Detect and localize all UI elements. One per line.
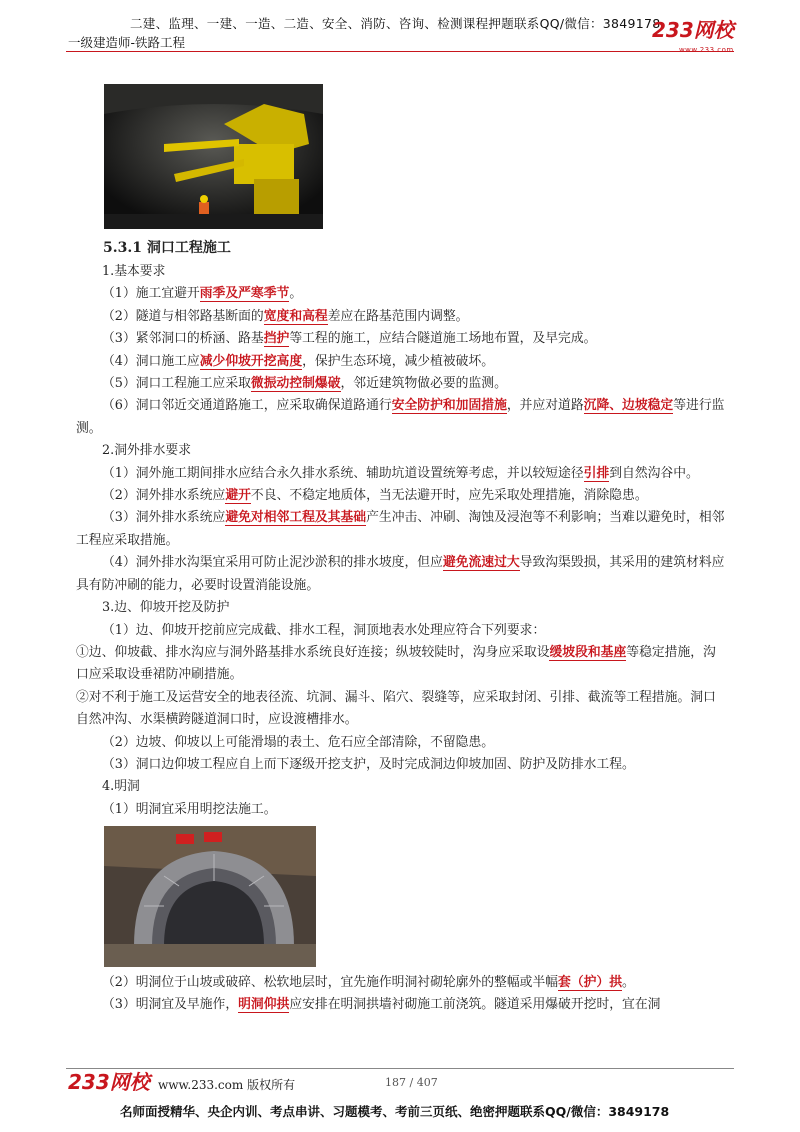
tunnel-drilling-illustration [104,84,323,229]
paragraph-text: （4）洞口施工应 [102,353,200,369]
paragraph [76,328,726,350]
open-cut-tunnel-illustration [104,826,316,967]
paragraph-text: 差应在路基范围内调整。 [327,308,469,324]
paragraph [76,552,726,597]
highlighted-term: 避免流速过大 [442,555,520,571]
header-divider [66,51,734,52]
content-block-1 [76,261,726,821]
header-logo [652,20,734,60]
paragraph-text: 等进行监测。 [76,398,725,436]
paragraph-text: （1）边、仰坡开挖前应完成截、排水工程，洞顶地表水处理应符合下列要求： [102,622,546,638]
paragraph [76,994,726,1016]
highlighted-term: 明洞仰拱 [238,997,290,1013]
section-title: 5.3.1 洞口工程施工 [103,240,231,256]
paragraph [76,395,726,440]
paragraph-text: 4.明洞 [102,779,140,795]
header-promo-text: 二建、监理、一建、一造、二造、安全、消防、咨询、检测课程押题联系QQ/微信：3849178 [130,16,661,31]
paragraph-text: （2）隧道与相邻路基断面的 [102,308,264,324]
paragraph-text: （3）洞口边仰坡工程应自上而下逐级开挖支护，及时完成洞边仰坡加固、防护及防排水工程。 [102,756,635,772]
paragraph-text: 2.洞外排水要求 [102,443,191,459]
paragraph [76,463,726,485]
paragraph [76,799,726,821]
paragraph-text: ②对不利于施工及运营安全的地表径流、坑洞、漏斗、陷穴、裂缝等，应采取封闭、引排、截流等工程措施。洞口自然冲沟、水渠横跨隧道洞口时，应设渡槽排水。 [76,689,716,728]
highlighted-term: 套（护）拱 [558,975,623,990]
paragraph-text: （2）洞外排水系统应 [102,488,226,504]
paragraph-text: （2）明洞位于山坡或破碎、松软地层时，宜先施作明洞衬砌轮廓外的整幅或半幅 [102,975,559,990]
paragraph-text: 。 [289,286,303,302]
paragraph [76,687,726,732]
paragraph-text: （3）明洞宜及早施作， [102,997,239,1013]
header-logo-text: 233网校 [652,18,734,42]
paragraph [76,732,726,754]
paragraph-text: 。 [622,975,635,990]
paragraph-text: 等稳定措施，沟口应采取设垂裙防冲刷措施。 [76,644,716,683]
paragraph-text: （1）明洞宜采用明挖法施工。 [102,801,277,817]
footer-logo-text: 233网校 [68,1070,150,1094]
highlighted-term: 减少仰坡开挖高度 [199,353,303,369]
paragraph-text: 不良、不稳定地质体，当无法避开时，应先采取处理措施，消除隐患。 [250,488,648,504]
paragraph-text: 等工程的施工，应结合隧道施工场地布置，及早完成。 [289,331,597,347]
footer-copyright: www.233.com 版权所有 [158,1078,296,1092]
paragraph [76,754,726,776]
paragraph-text: ，邻近建筑物做必要的监测。 [340,376,507,392]
paragraph [76,351,726,373]
highlighted-term: 引排 [583,465,610,481]
footer-logo [68,1072,150,1092]
paragraph [76,597,726,619]
header-logo-sub: www.233.com [678,46,734,54]
paragraph [76,485,726,507]
open-cut-tunnel-photo [104,826,316,967]
paragraph [76,642,726,687]
header-subject: 一级建造师-铁路工程 [68,35,186,50]
paragraph-text: （1）洞外施工期间排水应结合永久排水系统、辅助坑道设置统筹考虑，并以较短途径 [102,465,584,481]
paragraph-text: 产生冲击、冲刷、淘蚀及浸泡等不利影响；当难以避免时，相邻工程应采取措施。 [76,510,725,548]
highlighted-term: 缓坡段和基座 [549,644,627,660]
paragraph-text: 应安排在明洞拱墙衬砌施工前浇筑。隧道采用爆破开挖时，宜在洞 [289,997,661,1013]
highlighted-term: 避免对相邻工程及其基础 [225,510,367,526]
highlighted-term: 微振动控制爆破 [250,376,341,392]
paragraph-text: （3）洞外排水系统应 [102,510,226,526]
paragraph-text: ，保护生态环境，减少植被破坏。 [302,353,495,369]
highlighted-term: 沉降、边坡稳定 [583,398,674,414]
highlighted-term: 挡护 [263,331,290,347]
paragraph-text: （4）洞外排水沟渠宜采用可防止泥沙淤积的排水坡度，但应 [102,555,443,571]
paragraph [76,283,726,305]
paragraph-text: （6）洞口邻近交通道路施工，应采取确保道路通行 [102,398,392,414]
paragraph [76,261,726,283]
paragraph [76,373,726,395]
footer-divider [66,1068,734,1069]
paragraph-text: （2）边坡、仰坡以上可能滑塌的表土、危石应全部清除，不留隐患。 [102,734,495,750]
paragraph-text: （3）紧邻洞口的桥涵、路基 [102,331,264,347]
paragraph [76,776,726,798]
highlighted-term: 宽度和高程 [263,308,328,324]
paragraph-text: （1）施工宜避开 [102,286,200,302]
tunnel-drilling-photo [104,84,323,229]
page-number: 187 / 407 [385,1076,438,1089]
paragraph-text: 1.基本要求 [102,264,166,279]
paragraph [76,620,726,642]
paragraph [76,306,726,328]
footer-promo-text: 名师面授精华、央企内训、考点串讲、习题模考、考前三页纸、绝密押题联系QQ/微信：3849178 [120,1104,670,1119]
highlighted-term: 避开 [225,488,251,504]
paragraph-text: ①边、仰坡截、排水沟应与洞外路基排水系统良好连接；纵坡较陡时，沟身应采取设 [76,644,550,660]
content-block-2 [76,972,726,1017]
paragraph-text: 导致沟渠毁损，其采用的建筑材料应具有防冲刷的能力，必要时设置消能设施。 [76,555,725,593]
paragraph-text: 3.边、仰坡开挖及防护 [102,600,230,616]
paragraph-text: （5）洞口工程施工应采取 [102,376,251,392]
highlighted-term: 安全防护和加固措施 [391,398,507,414]
paragraph [76,507,726,552]
paragraph [76,972,726,994]
paragraph [76,440,726,462]
highlighted-term: 雨季及严寒季节 [199,286,290,302]
paragraph-text: ，并应对道路 [506,398,584,414]
paragraph-text: 到自然沟谷中。 [609,465,699,481]
